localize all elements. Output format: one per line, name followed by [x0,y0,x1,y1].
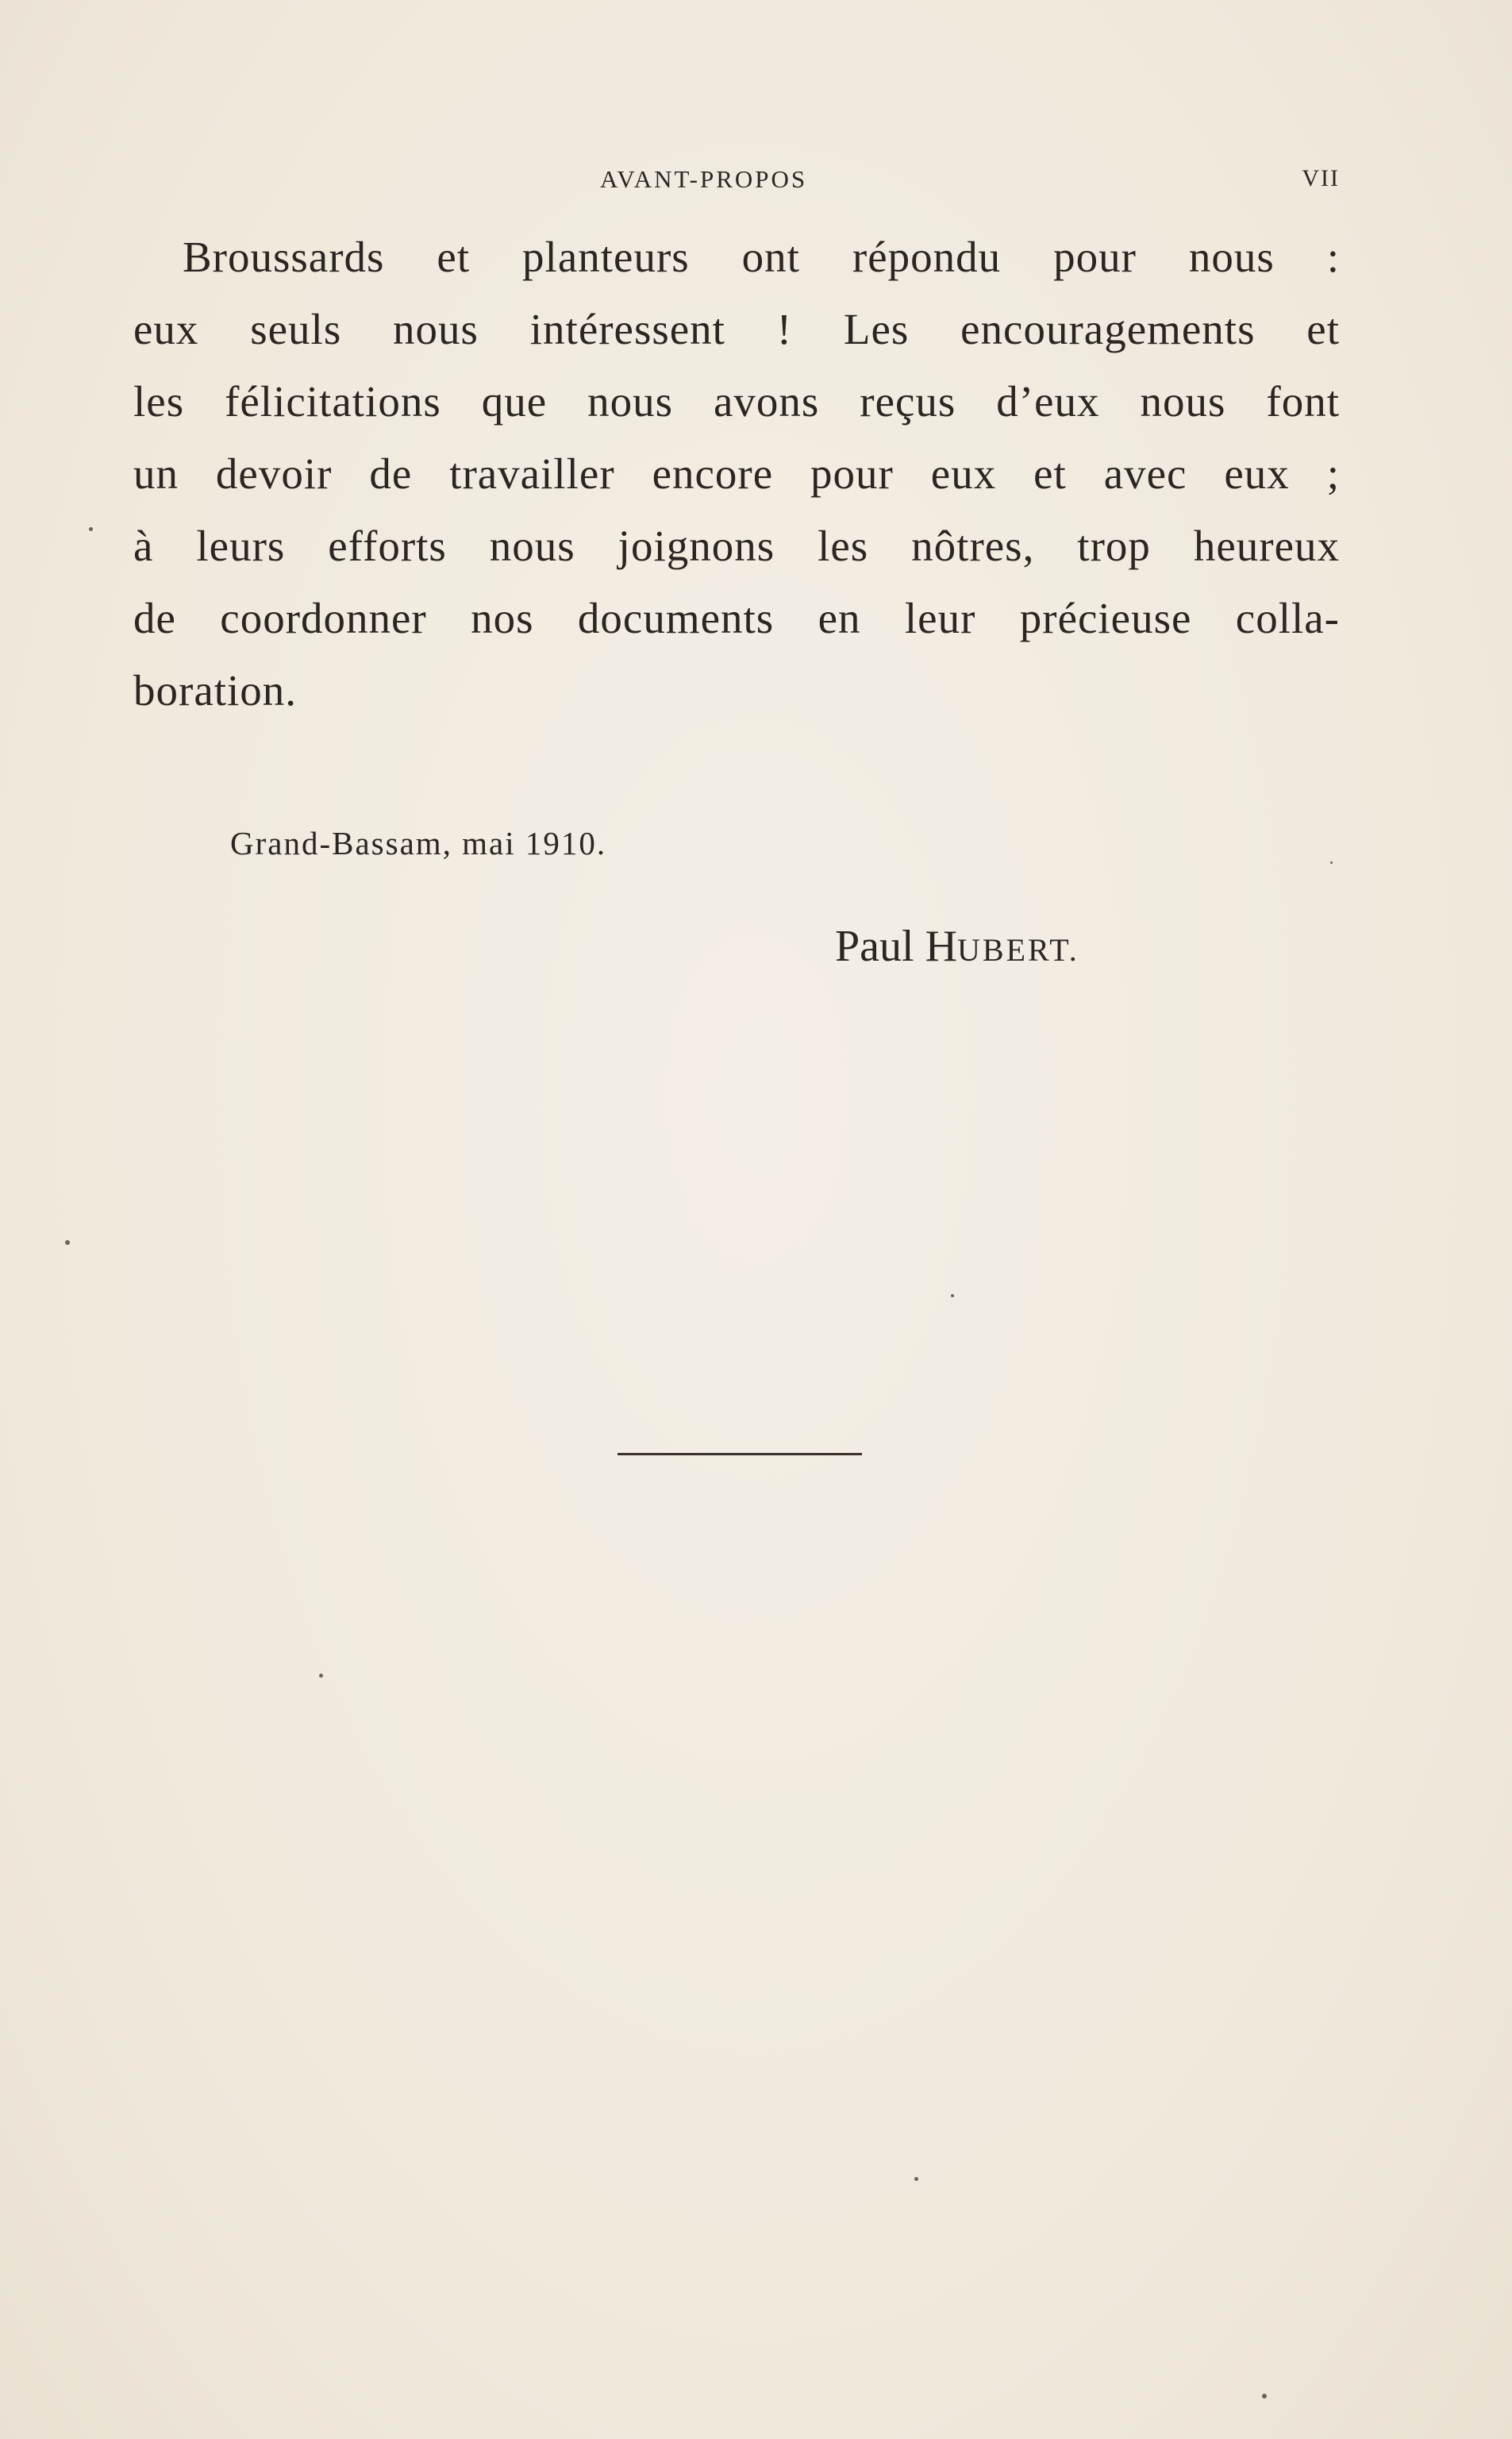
paragraph-line: eux seuls nous intéressent ! Les encouragements et [133,305,1340,353]
author-first-name: Paul [835,922,914,971]
paper-speck [1330,861,1333,864]
paragraph-line: de coordonner nos documents en leur précieuse colla- [133,594,1340,642]
paper-speck [319,1674,323,1678]
body-paragraph [133,221,1340,726]
author-surname-initial: H [925,922,958,971]
paragraph-line: boration. [133,666,298,715]
paragraph-line: à leurs efforts nous joignons les nôtres, trop heureux [133,522,1340,570]
place-and-date: Grand-Bassam, mai 1910. [230,825,607,861]
author-surname-rest: UBERT. [957,932,1079,968]
end-rule [617,1453,862,1455]
running-head [133,165,1340,197]
page-number: VII [1302,165,1340,191]
paper-speck [65,1240,70,1245]
paper-speck [1262,2394,1267,2399]
paragraph-line: un devoir de travailler encore pour eux et avec eux ; [133,449,1340,498]
paper-speck [89,527,93,531]
paper-speck [951,1294,954,1297]
running-title: AVANT-PROPOS [600,165,808,193]
paragraph-line: Broussards et planteurs ont répondu pour nous : [183,233,1340,281]
author-signature [835,921,1079,972]
paragraph-line: les félicitations que nous avons reçus d’eux nous font [133,377,1340,426]
paper-speck [914,2177,918,2181]
